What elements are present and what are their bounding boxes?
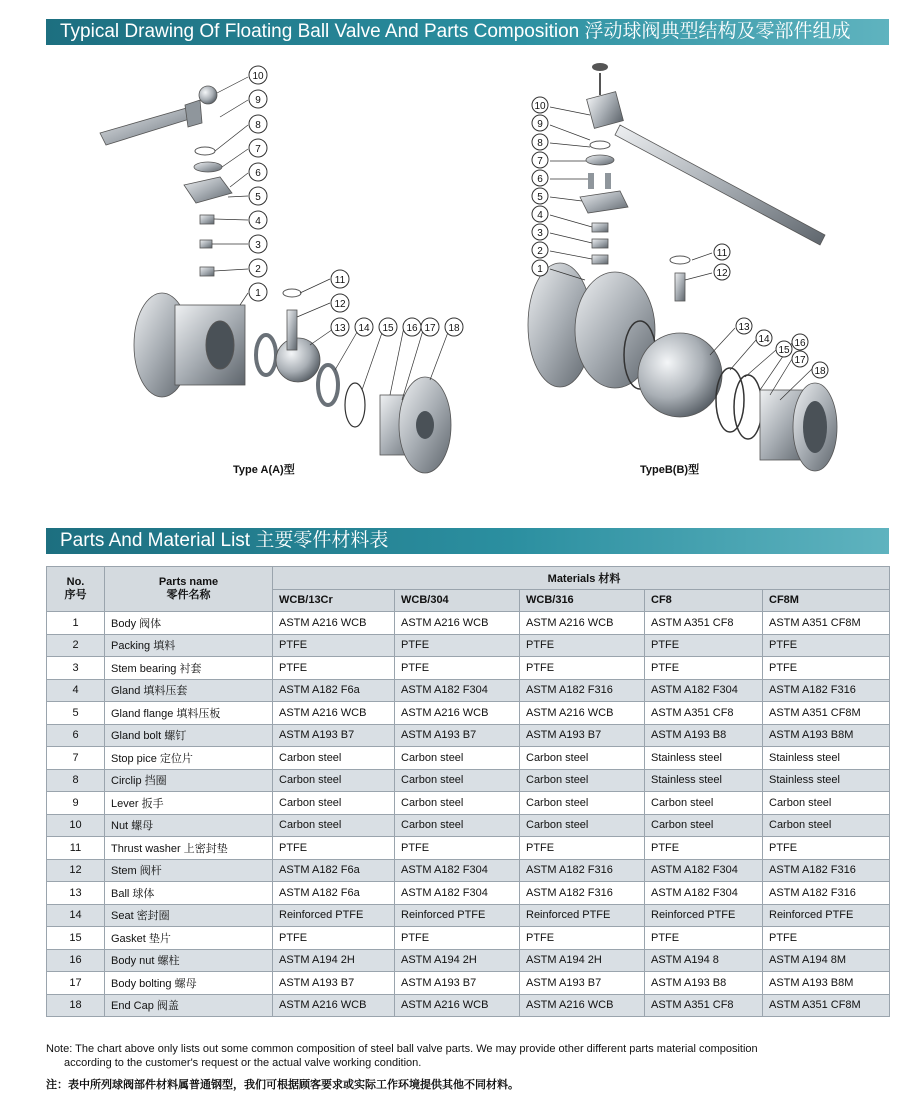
callout-a-5	[249, 187, 267, 205]
svg-text:13: 13	[738, 322, 750, 333]
material-cell: ASTM A216 WCB	[520, 994, 645, 1017]
material-cell: Reinforced PTFE	[520, 904, 645, 927]
table-row	[47, 792, 890, 815]
material-cell: ASTM A351 CF8	[645, 994, 763, 1017]
material-cell: Reinforced PTFE	[763, 904, 890, 927]
material-cell: Reinforced PTFE	[645, 904, 763, 927]
svg-text:10: 10	[534, 101, 546, 112]
part-name: Gland flange 填料压板	[105, 702, 273, 725]
callout-b-16	[792, 334, 808, 350]
callout-a-15	[379, 318, 397, 336]
callout-b-12	[714, 264, 730, 280]
chinese-note: 注：表中所列球阀部件材料属普通钢型，我们可根据顾客要求或实际工作环境提供其他不同材料。	[46, 1079, 519, 1091]
svg-text:10: 10	[252, 71, 264, 82]
material-cell: Carbon steel	[273, 747, 395, 770]
callout-b-5	[532, 188, 548, 204]
english-note-line-2: according to the customer's request or the actual valve working condition.	[64, 1057, 422, 1069]
table-row	[47, 904, 890, 927]
svg-text:11: 11	[334, 275, 346, 286]
type-b-caption: TypeB(B)型	[640, 464, 700, 476]
material-cell: ASTM A193 B8	[645, 972, 763, 995]
header-no: No. 序号	[47, 567, 105, 612]
svg-text:9: 9	[537, 119, 543, 130]
type-b-drawing	[528, 63, 837, 471]
material-cell: Carbon steel	[395, 747, 520, 770]
material-cell: ASTM A193 B8M	[763, 972, 890, 995]
svg-text:4: 4	[255, 216, 261, 227]
material-cell: PTFE	[520, 927, 645, 950]
callout-b-8	[532, 134, 548, 150]
material-cell: PTFE	[520, 634, 645, 657]
english-note-line-1: Note: The chart above only lists out some common composition of steel ball valve parts. We may provide other different parts material composition	[46, 1043, 758, 1055]
english-note	[46, 1042, 886, 1070]
row-number: 2	[47, 634, 105, 657]
svg-text:17: 17	[794, 355, 806, 366]
part-name: Gland 填料压套	[105, 679, 273, 702]
svg-text:11: 11	[716, 248, 728, 259]
material-cell: ASTM A182 F316	[763, 859, 890, 882]
material-cell: ASTM A193 B7	[520, 724, 645, 747]
callout-a-2	[249, 259, 267, 277]
material-cell: ASTM A351 CF8M	[763, 612, 890, 635]
callout-a-3	[249, 235, 267, 253]
material-cell: Carbon steel	[395, 792, 520, 815]
table-row	[47, 882, 890, 905]
drawing-section-title: Typical Drawing Of Floating Ball Valve And Parts Composition 浮动球阀典型结构及零部件组成	[60, 21, 851, 42]
svg-text:16: 16	[794, 338, 806, 349]
part-name: Gasket 垫片	[105, 927, 273, 950]
material-cell: Reinforced PTFE	[395, 904, 520, 927]
callout-a-4	[249, 211, 267, 229]
material-cell: PTFE	[273, 837, 395, 860]
material-cell: Stainless steel	[763, 769, 890, 792]
table-row	[47, 657, 890, 680]
callout-a-9	[249, 90, 267, 108]
header-material-wcb-316: WCB/316	[520, 589, 645, 612]
material-cell: ASTM A216 WCB	[395, 994, 520, 1017]
callout-b-4	[532, 206, 548, 222]
material-cell: ASTM A216 WCB	[273, 702, 395, 725]
parts-material-table	[46, 566, 890, 1017]
material-cell: PTFE	[273, 927, 395, 950]
material-cell: ASTM A182 F304	[645, 679, 763, 702]
material-cell: ASTM A351 CF8M	[763, 994, 890, 1017]
svg-text:15: 15	[778, 345, 790, 356]
parts-list-title: Parts And Material List 主要零件材料表	[60, 530, 389, 551]
material-cell: PTFE	[645, 927, 763, 950]
callout-a-16	[403, 318, 421, 336]
part-name: Nut 螺母	[105, 814, 273, 837]
material-cell: PTFE	[273, 657, 395, 680]
row-number: 9	[47, 792, 105, 815]
material-cell: PTFE	[520, 657, 645, 680]
material-cell: Stainless steel	[763, 747, 890, 770]
material-cell: Carbon steel	[520, 792, 645, 815]
part-name: Body nut 螺柱	[105, 949, 273, 972]
part-name: Gland bolt 螺钉	[105, 724, 273, 747]
callout-b-1	[532, 260, 548, 276]
row-number: 8	[47, 769, 105, 792]
material-cell: Carbon steel	[645, 792, 763, 815]
part-name: Ball 球体	[105, 882, 273, 905]
part-name: Packing 填料	[105, 634, 273, 657]
table-row	[47, 634, 890, 657]
row-number: 5	[47, 702, 105, 725]
valve-exploded-drawings	[80, 55, 870, 495]
material-cell: ASTM A193 B8M	[763, 724, 890, 747]
callout-a-17	[421, 318, 439, 336]
material-cell: Carbon steel	[645, 814, 763, 837]
svg-text:15: 15	[382, 323, 394, 334]
row-number: 17	[47, 972, 105, 995]
type-a-caption: Type A(A)型	[233, 464, 295, 476]
material-cell: PTFE	[645, 657, 763, 680]
table-row	[47, 679, 890, 702]
material-cell: ASTM A182 F304	[395, 859, 520, 882]
svg-text:8: 8	[537, 138, 543, 149]
material-cell: ASTM A182 F304	[395, 679, 520, 702]
table-row	[47, 837, 890, 860]
callout-b-17	[792, 351, 808, 367]
callout-b-10	[532, 97, 548, 113]
callout-a-11	[331, 270, 349, 288]
parts-list-banner	[46, 528, 889, 554]
material-cell: ASTM A216 WCB	[273, 612, 395, 635]
material-cell: ASTM A182 F6a	[273, 859, 395, 882]
row-number: 4	[47, 679, 105, 702]
material-cell: ASTM A194 8M	[763, 949, 890, 972]
callout-b-9	[532, 115, 548, 131]
svg-text:6: 6	[537, 174, 543, 185]
part-name: Stem 阀杆	[105, 859, 273, 882]
material-cell: ASTM A182 F316	[520, 859, 645, 882]
material-cell: PTFE	[645, 837, 763, 860]
part-name: Body bolting 螺母	[105, 972, 273, 995]
table-row	[47, 859, 890, 882]
part-name: Lever 扳手	[105, 792, 273, 815]
material-cell: Carbon steel	[273, 792, 395, 815]
table-row	[47, 994, 890, 1017]
callout-a-10	[249, 66, 267, 84]
callout-a-18	[445, 318, 463, 336]
material-cell: ASTM A351 CF8	[645, 612, 763, 635]
material-cell: PTFE	[763, 657, 890, 680]
svg-text:2: 2	[255, 264, 261, 275]
svg-text:1: 1	[255, 288, 261, 299]
callout-b-7	[532, 152, 548, 168]
header-material-wcb-304: WCB/304	[395, 589, 520, 612]
part-name: Body 阀体	[105, 612, 273, 635]
material-cell: Reinforced PTFE	[273, 904, 395, 927]
callout-b-2	[532, 242, 548, 258]
row-number: 11	[47, 837, 105, 860]
header-parts-name: Parts name 零件名称	[105, 567, 273, 612]
material-cell: ASTM A182 F316	[763, 679, 890, 702]
callout-a-8	[249, 115, 267, 133]
header-material-wcb-13cr: WCB/13Cr	[273, 589, 395, 612]
part-name: End Cap 阀盖	[105, 994, 273, 1017]
callout-b-15	[776, 341, 792, 357]
material-cell: ASTM A182 F304	[645, 859, 763, 882]
material-cell: ASTM A182 F6a	[273, 679, 395, 702]
table-row	[47, 702, 890, 725]
row-number: 1	[47, 612, 105, 635]
material-cell: PTFE	[520, 837, 645, 860]
material-cell: Stainless steel	[645, 747, 763, 770]
table-row	[47, 949, 890, 972]
material-cell: ASTM A351 CF8	[645, 702, 763, 725]
material-cell: ASTM A193 B7	[273, 972, 395, 995]
material-cell: Carbon steel	[520, 747, 645, 770]
material-cell: ASTM A216 WCB	[520, 612, 645, 635]
material-cell: PTFE	[763, 634, 890, 657]
material-cell: PTFE	[395, 657, 520, 680]
svg-text:17: 17	[424, 323, 436, 334]
svg-text:12: 12	[334, 299, 346, 310]
svg-text:9: 9	[255, 95, 261, 106]
row-number: 12	[47, 859, 105, 882]
material-cell: ASTM A193 B7	[395, 724, 520, 747]
svg-text:8: 8	[255, 120, 261, 131]
svg-text:3: 3	[537, 228, 543, 239]
table-row	[47, 927, 890, 950]
material-cell: Stainless steel	[645, 769, 763, 792]
row-number: 13	[47, 882, 105, 905]
svg-text:13: 13	[334, 323, 346, 334]
material-cell: PTFE	[273, 634, 395, 657]
row-number: 15	[47, 927, 105, 950]
part-name: Stop pice 定位片	[105, 747, 273, 770]
callout-a-1	[249, 283, 267, 301]
row-number: 18	[47, 994, 105, 1017]
row-number: 10	[47, 814, 105, 837]
table-row	[47, 612, 890, 635]
material-cell: PTFE	[645, 634, 763, 657]
header-materials: Materials 材料	[273, 567, 890, 590]
row-number: 7	[47, 747, 105, 770]
material-cell: Carbon steel	[763, 792, 890, 815]
svg-text:18: 18	[448, 323, 460, 334]
material-cell: Carbon steel	[273, 814, 395, 837]
svg-text:1: 1	[537, 264, 543, 275]
table-row	[47, 769, 890, 792]
material-cell: ASTM A351 CF8M	[763, 702, 890, 725]
material-cell: PTFE	[395, 634, 520, 657]
material-cell: PTFE	[763, 837, 890, 860]
material-cell: ASTM A194 2H	[520, 949, 645, 972]
material-cell: ASTM A194 8	[645, 949, 763, 972]
material-cell: ASTM A216 WCB	[520, 702, 645, 725]
callout-a-13	[331, 318, 349, 336]
header-material-cf8: CF8	[645, 589, 763, 612]
callout-b-13	[736, 318, 752, 334]
svg-text:18: 18	[814, 366, 826, 377]
svg-text:7: 7	[255, 144, 261, 155]
table-row	[47, 972, 890, 995]
row-number: 16	[47, 949, 105, 972]
table-row	[47, 814, 890, 837]
material-cell: ASTM A182 F316	[763, 882, 890, 905]
table-row	[47, 747, 890, 770]
material-cell: Carbon steel	[520, 814, 645, 837]
material-cell: ASTM A193 B7	[273, 724, 395, 747]
material-cell: Carbon steel	[520, 769, 645, 792]
svg-text:6: 6	[255, 168, 261, 179]
material-cell: Carbon steel	[763, 814, 890, 837]
svg-text:2: 2	[537, 246, 543, 257]
material-cell: ASTM A194 2H	[273, 949, 395, 972]
part-name: Thrust washer 上密封垫	[105, 837, 273, 860]
svg-text:14: 14	[758, 334, 770, 345]
parts-table-body	[47, 612, 890, 1017]
material-cell: ASTM A182 F304	[395, 882, 520, 905]
header-material-cf8m: CF8M	[763, 589, 890, 612]
svg-text:14: 14	[358, 323, 370, 334]
callout-a-7	[249, 139, 267, 157]
material-cell: ASTM A216 WCB	[273, 994, 395, 1017]
row-number: 14	[47, 904, 105, 927]
callout-b-11	[714, 244, 730, 260]
material-cell: PTFE	[395, 927, 520, 950]
callout-a-14	[355, 318, 373, 336]
material-cell: ASTM A193 B8	[645, 724, 763, 747]
material-cell: PTFE	[763, 927, 890, 950]
material-cell: ASTM A193 B7	[520, 972, 645, 995]
material-cell: ASTM A216 WCB	[395, 702, 520, 725]
svg-text:3: 3	[255, 240, 261, 251]
svg-text:5: 5	[537, 192, 543, 203]
material-cell: ASTM A194 2H	[395, 949, 520, 972]
material-cell: Carbon steel	[273, 769, 395, 792]
svg-text:5: 5	[255, 192, 261, 203]
svg-text:12: 12	[716, 268, 728, 279]
material-cell: ASTM A216 WCB	[395, 612, 520, 635]
callout-b-18	[812, 362, 828, 378]
material-cell: ASTM A182 F316	[520, 882, 645, 905]
callout-b-6	[532, 170, 548, 186]
material-cell: ASTM A182 F316	[520, 679, 645, 702]
part-name: Seat 密封圈	[105, 904, 273, 927]
material-cell: ASTM A182 F6a	[273, 882, 395, 905]
row-number: 6	[47, 724, 105, 747]
callout-a-6	[249, 163, 267, 181]
material-cell: Carbon steel	[395, 769, 520, 792]
svg-text:4: 4	[537, 210, 543, 221]
part-name: Stem bearing 衬套	[105, 657, 273, 680]
material-cell: ASTM A193 B7	[395, 972, 520, 995]
drawing-section-banner	[46, 19, 889, 45]
material-cell: Carbon steel	[395, 814, 520, 837]
svg-text:16: 16	[406, 323, 418, 334]
part-name: Circlip 挡圈	[105, 769, 273, 792]
callout-b-3	[532, 224, 548, 240]
material-cell: PTFE	[395, 837, 520, 860]
type-a-drawing	[100, 66, 463, 473]
callout-a-12	[331, 294, 349, 312]
row-number: 3	[47, 657, 105, 680]
callout-b-14	[756, 330, 772, 346]
material-cell: ASTM A182 F304	[645, 882, 763, 905]
table-row	[47, 724, 890, 747]
svg-text:7: 7	[537, 156, 543, 167]
